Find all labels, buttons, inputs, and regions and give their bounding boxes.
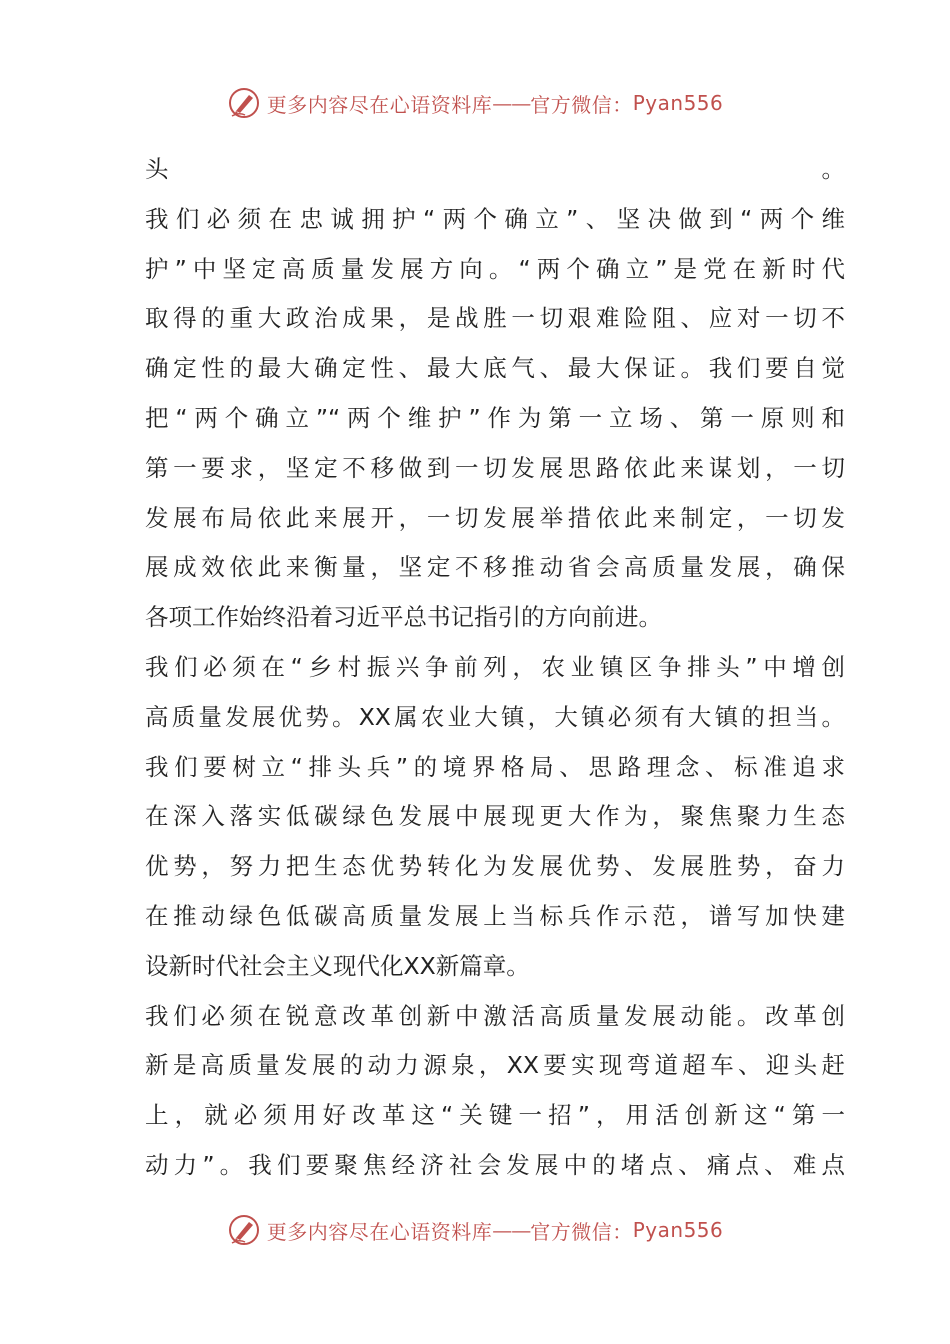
body-line: 在推动绿色低碳高质量发展上当标兵作示范，谱写加快建 xyxy=(145,901,845,930)
body-line: 动力”。我们要聚焦经济社会发展中的堵点、痛点、难点 xyxy=(145,1150,845,1179)
body-line: 确定性的最大确定性、最大底气、最大保证。我们要自觉 xyxy=(145,354,845,383)
body-line: 我们要树立“排头兵”的境界格局、思路理念、标准追求 xyxy=(145,752,845,781)
body-line: 我们必须在“乡村振兴争前列，农业镇区争排头”中增创 xyxy=(145,652,845,681)
body-line: 在深入落实低碳绿色发展中展现更大作为，聚焦聚力生态 xyxy=(145,802,845,831)
body-line: 发展布局依此来展开，一切发展举措依此来制定，一切发 xyxy=(145,503,845,532)
body-line: 我们必须在锐意改革创新中激活高质量发展动能。改革创 xyxy=(145,1001,845,1030)
banner-wechat-id: Pyan556 xyxy=(632,91,724,115)
body-line: 新是高质量发展的动力源泉，XX要实现弯道超车、迎头赶 xyxy=(145,1051,845,1080)
document-body xyxy=(145,145,845,1191)
banner-wechat-label: 官方微信： xyxy=(530,1219,633,1244)
body-line: 展成效依此来衡量，坚定不移推动省会高质量发展，确保 xyxy=(145,553,845,582)
body-line: 高质量发展优势。XX属农业大镇，大镇必须有大镇的担当。 xyxy=(145,702,845,731)
body-line: 设新时代社会主义现代化XX新篇章。 xyxy=(145,951,530,980)
banner-text: 更多内容尽在心语资料库 xyxy=(266,1219,493,1244)
banner-separator: —— xyxy=(492,1218,531,1242)
body-line: 优势，努力把生态优势转化为发展优势、发展胜势，奋力 xyxy=(145,852,845,881)
body-line: 各项工作始终沿着习近平总书记指引的方向前进。 xyxy=(145,603,662,632)
footer-banner xyxy=(0,1210,950,1250)
pen-logo-icon xyxy=(227,86,261,120)
banner-wechat-id: Pyan556 xyxy=(632,1218,724,1242)
body-line: 第一要求，坚定不移做到一切发展思路依此来谋划，一切 xyxy=(145,453,845,482)
header-banner xyxy=(0,83,950,123)
body-line: 护”中坚定高质量发展方向。“两个确立”是党在新时代 xyxy=(145,254,845,283)
body-line: 把“两个确立”“两个维护”作为第一立场、第一原则和 xyxy=(145,403,845,432)
banner-wechat-label: 官方微信： xyxy=(530,92,633,117)
banner-separator: —— xyxy=(492,91,531,115)
banner-text: 更多内容尽在心语资料库 xyxy=(266,92,493,117)
pen-logo-icon xyxy=(227,1213,261,1247)
body-line: 上，就必须用好改革这“关键一招”，用活创新这“第一 xyxy=(145,1101,845,1130)
body-line: 头。 xyxy=(145,155,845,183)
body-line: 我们必须在忠诚拥护“两个确立”、坚决做到“两个维 xyxy=(145,204,845,233)
body-line: 取得的重大政治成果，是战胜一切艰难险阻、应对一切不 xyxy=(145,304,845,333)
